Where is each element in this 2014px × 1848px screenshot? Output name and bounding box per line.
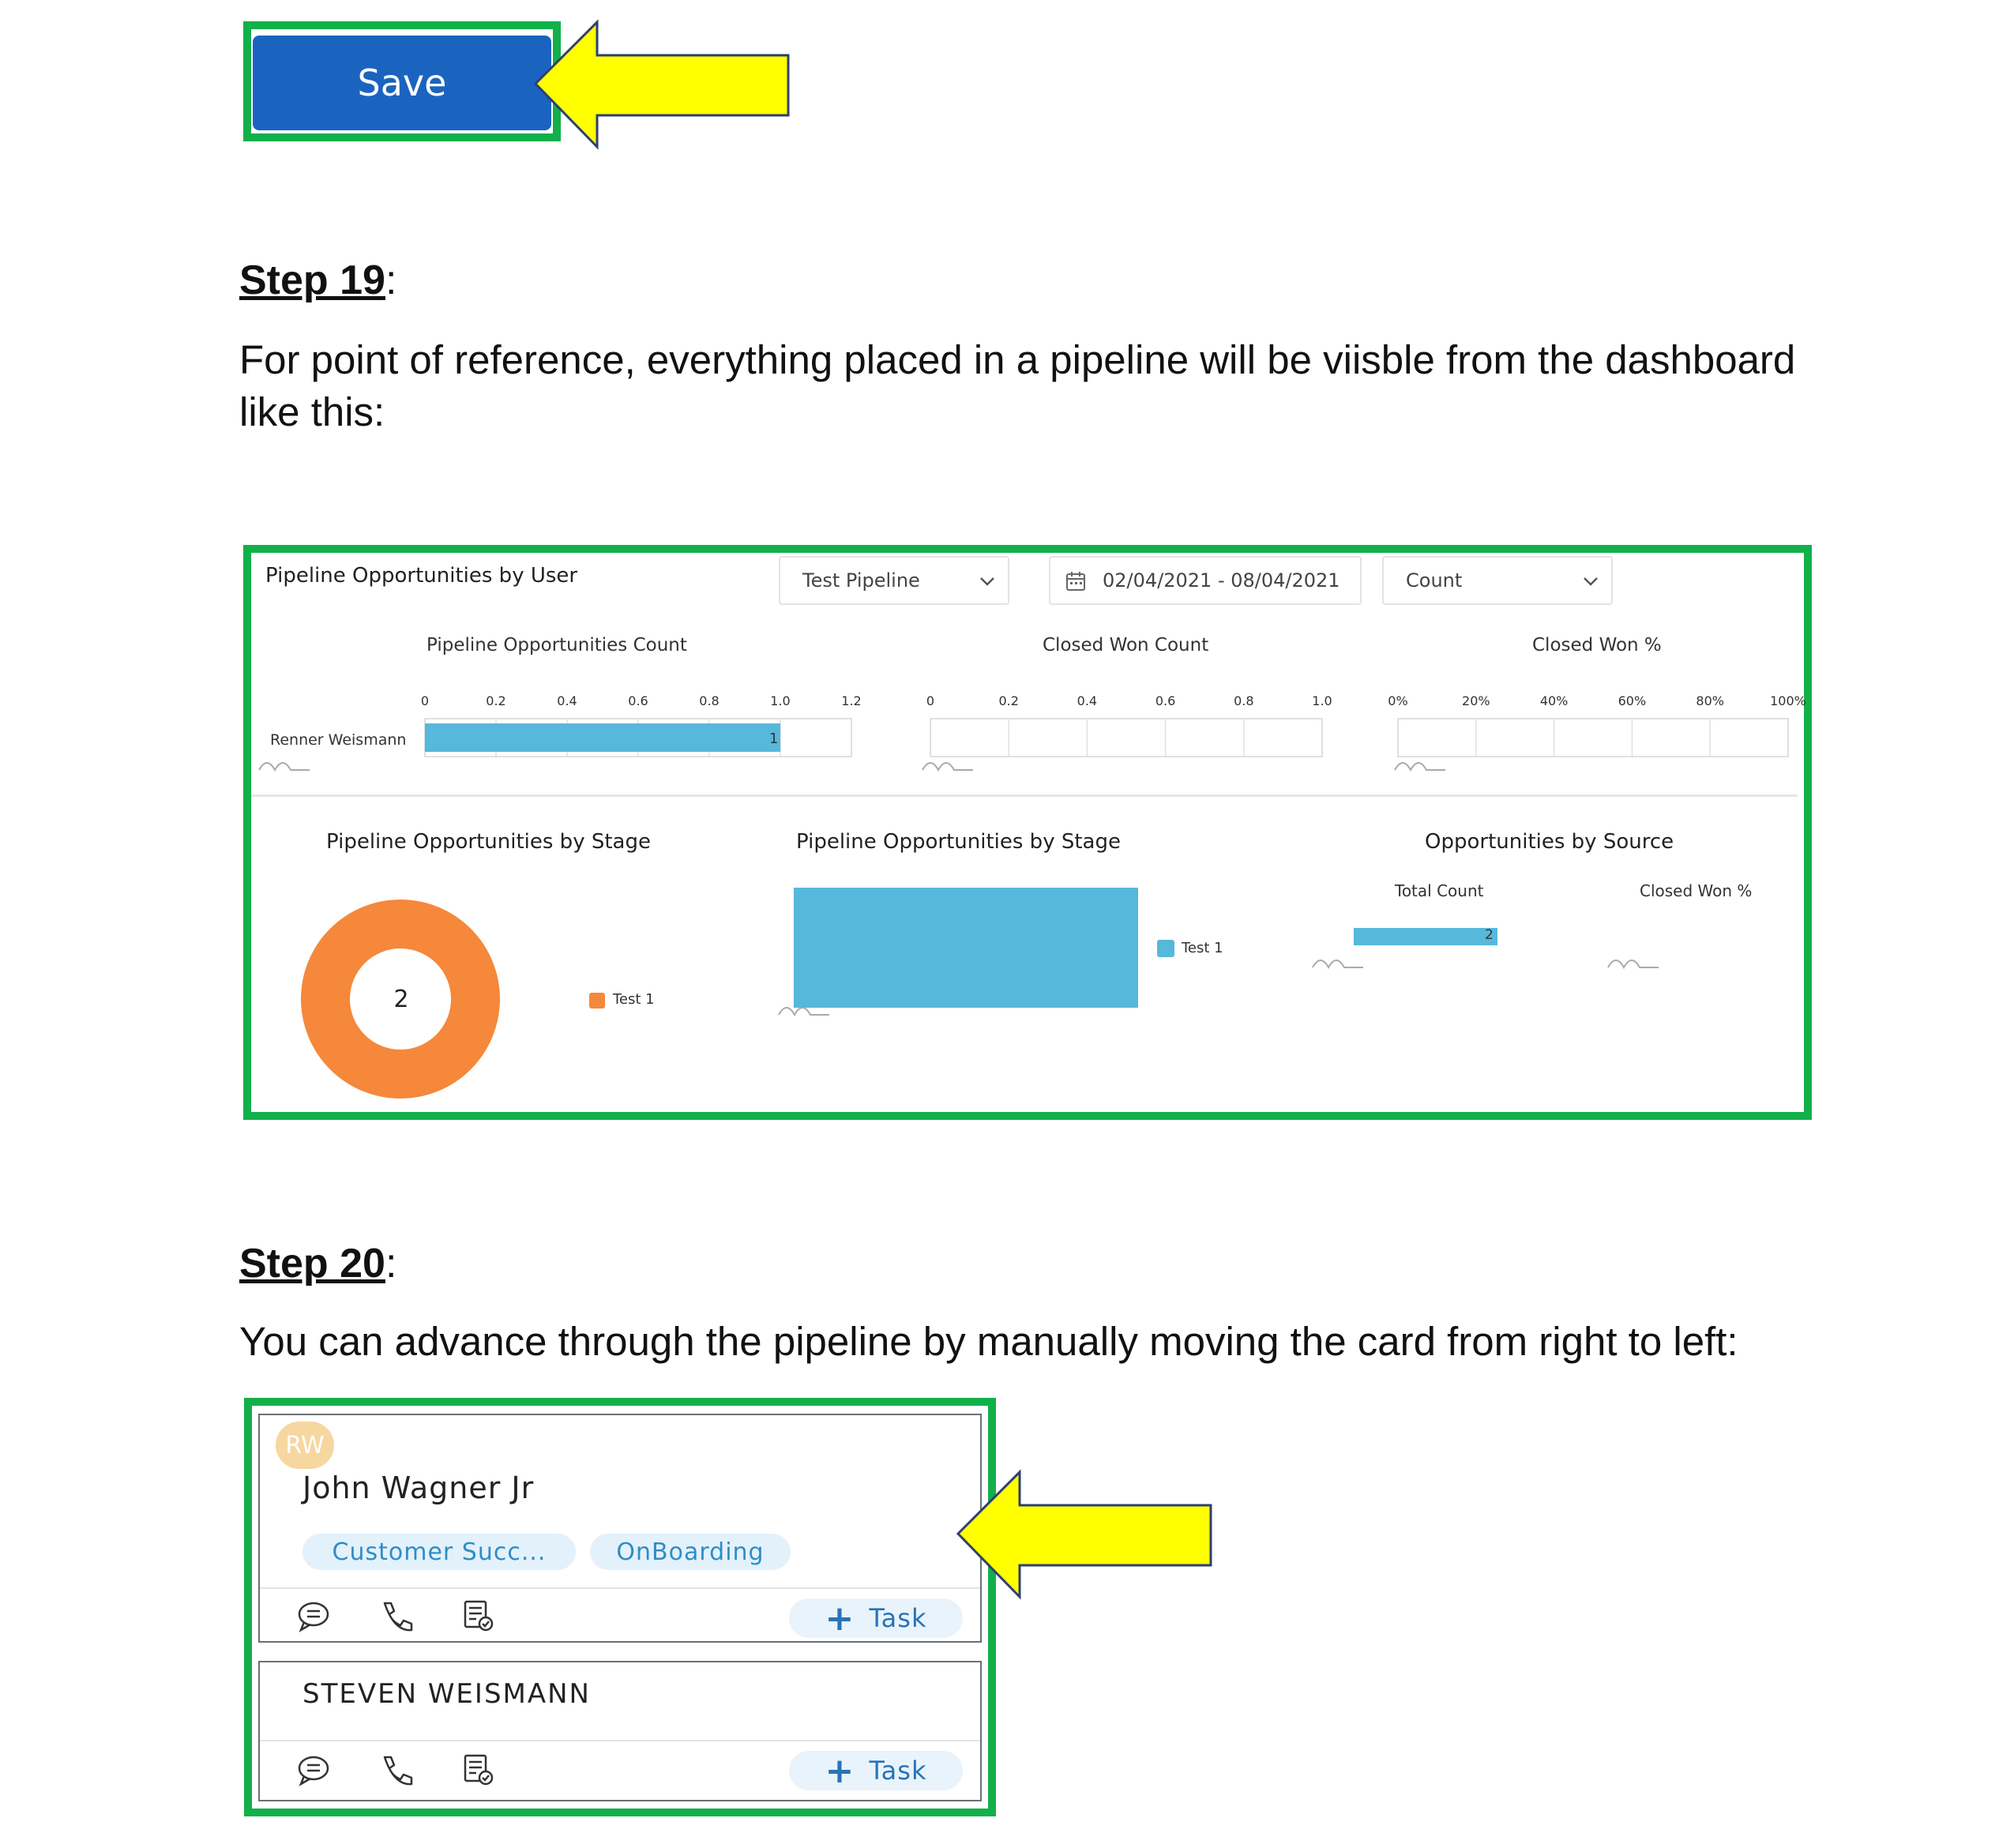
source-bar-value: 2 [1485,927,1494,943]
message-icon[interactable] [296,1752,331,1787]
save-button[interactable]: Save [253,36,551,130]
stage-bar-legend-label: Test 1 [1182,940,1223,956]
source-title: Opportunities by Source [1425,830,1674,854]
step-19-text-line2: like this: [239,389,385,434]
count-chart-title: Pipeline Opportunities Count [426,635,687,655]
axis-tick-label: 0.2 [486,693,506,708]
axis-tick-label: 0 [926,693,935,708]
axis-tick-label: 0.8 [699,693,720,708]
add-task-label: Task [869,1603,927,1633]
source-total-label: Total Count [1395,881,1484,900]
axis-tick-label: 0.8 [1234,693,1254,708]
donut-center-value: 2 [393,986,409,1013]
axis-tick-label: 0.4 [1077,693,1098,708]
add-task-button[interactable] [789,1751,963,1790]
step-20-heading [239,1240,396,1287]
axis-tick-label: 1.0 [1312,693,1332,708]
axis-tick-label: 0.6 [1155,693,1176,708]
loading-squiggle-icons [251,553,1798,1112]
card-divider [260,1587,980,1589]
metric-select-value: Count [1406,569,1463,592]
axis-tick-label: 80% [1696,693,1724,708]
step-colon: : [385,1241,397,1286]
tag-customer-success: Customer Succ... [302,1534,576,1570]
dashboard-title: Pipeline Opportunities by User [265,564,578,588]
avatar: RW [276,1422,334,1469]
phone-icon[interactable] [378,1752,413,1787]
axis-tick-label: 20% [1462,693,1490,708]
won-pct-chart-title: Closed Won % [1532,635,1662,655]
pointer-arrow-icon [529,17,798,152]
axis-tick-label: 0 [420,693,430,708]
opportunity-card[interactable] [258,1414,982,1643]
add-task-button[interactable] [789,1598,963,1638]
donut-legend-label: Test 1 [613,991,655,1008]
card-divider [260,1740,980,1741]
plus-icon: + [825,1598,855,1639]
add-task-label: Task [869,1756,927,1786]
axis-tick-label: 60% [1618,693,1647,708]
pointer-arrow-icon [952,1467,1220,1602]
axis-tick-label: 0% [1388,693,1408,708]
axis-tick-label: 0.6 [628,693,648,708]
date-range-value: 02/04/2021 - 08/04/2021 [1103,569,1340,592]
axis-tick-label: 1.2 [841,693,862,708]
axis-tick-label: 1.0 [770,693,791,708]
step-20-text-line1: You can advance through the pipeline by manually moving the card from right to left: [239,1319,1738,1364]
won-count-chart-title: Closed Won Count [1043,635,1209,655]
user-label: Renner Weismann [270,731,407,749]
message-icon[interactable] [296,1598,331,1633]
phone-icon[interactable] [378,1598,413,1633]
axis-tick-label: 0.2 [998,693,1019,708]
card-contact-name[interactable]: John Wagner Jr [302,1471,535,1505]
step-19-text-line1: For point of reference, everything placed in a pipeline will be viisble from the dashboard [239,337,1796,382]
bar-value-label: 1 [769,731,779,747]
task-list-icon[interactable] [460,1752,495,1787]
tag-onboarding: OnBoarding [590,1534,791,1570]
source-won-label: Closed Won % [1640,881,1753,900]
step-title: Step 20 [239,1241,385,1286]
step-19-heading [239,257,396,304]
card-contact-name[interactable]: STEVEN WEISMANN [302,1678,591,1710]
step-colon: : [385,257,397,303]
plus-icon: + [825,1750,855,1791]
stage-donut-title: Pipeline Opportunities by Stage [326,830,651,854]
stage-bar-title: Pipeline Opportunities by Stage [796,830,1121,854]
dashboard-screenshot [251,553,1806,1112]
task-list-icon[interactable] [460,1598,495,1633]
axis-tick-label: 40% [1539,693,1569,708]
axis-tick-label: 100% [1770,693,1806,708]
pipeline-select-value: Test Pipeline [802,569,920,592]
axis-tick-label: 0.4 [557,693,577,708]
opportunity-card[interactable] [258,1661,982,1801]
step-title: Step 19 [239,257,385,303]
